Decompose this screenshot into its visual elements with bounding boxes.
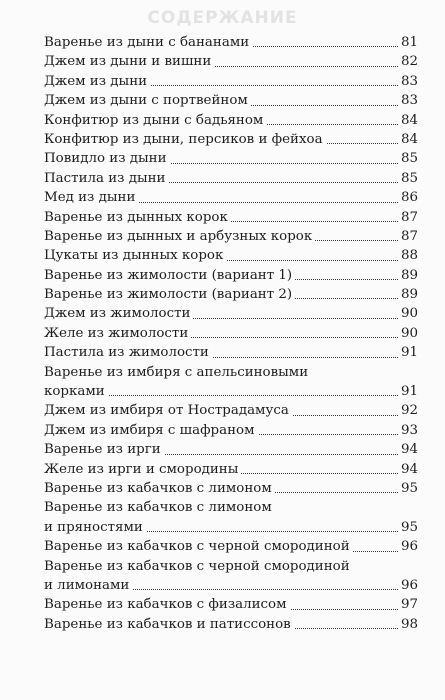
toc-entry (44, 382, 418, 401)
toc-page-number: 86 (399, 188, 418, 207)
toc-entry (44, 304, 418, 323)
toc-entry (44, 440, 418, 459)
toc-entry (44, 52, 418, 71)
toc-entry-title: Варенье из кабачков с лимоном (44, 500, 275, 515)
toc-entry-title: Джем из дыни (44, 74, 150, 89)
toc-entry (44, 188, 418, 207)
toc-entry (44, 421, 418, 440)
toc-page-number: 88 (399, 246, 418, 265)
toc-entry-title: Варенье из жимолости (вариант 1) (44, 268, 295, 283)
toc-entry-title: Варенье из жимолости (вариант 2) (44, 287, 295, 302)
toc-entry (44, 595, 418, 614)
toc-entry-title: Варенье из кабачков и патиссонов (44, 617, 294, 632)
toc-page-number: 90 (399, 304, 418, 323)
toc-entry-line (44, 363, 418, 382)
toc-page-number: 96 (399, 576, 418, 595)
toc-entry-title: Варенье из кабачков с черной смородиной (44, 559, 353, 574)
toc-page-number: 95 (399, 479, 418, 498)
toc-entry-title: Варенье из имбиря с апельсиновыми (44, 365, 311, 380)
toc-page-number: 97 (399, 595, 418, 614)
toc-entry-title: Желе из ирги и смородины (44, 462, 241, 477)
toc-page-number: 81 (399, 33, 418, 52)
toc-entry-line (44, 557, 418, 576)
toc-entry-title: Цукаты из дынных корок (44, 248, 226, 263)
toc-entry (44, 460, 418, 479)
toc-page-number: 90 (399, 324, 418, 343)
toc-entry-title: Конфитюр из дыни с бадьяном (44, 113, 266, 128)
toc-entry-title: Желе из жимолости (44, 326, 191, 341)
toc-entry (44, 169, 418, 188)
toc-entry (44, 343, 418, 362)
toc-entry-title: Варенье из кабачков с черной смородиной (44, 539, 353, 554)
toc-entry-title: Джем из дыни и вишни (44, 54, 214, 69)
toc-page-number: 91 (399, 382, 418, 401)
toc-entry (44, 285, 418, 304)
toc-page-number: 89 (399, 285, 418, 304)
toc-entry (44, 246, 418, 265)
toc-entry-title: Варенье из кабачков с физалисом (44, 597, 290, 612)
toc-page-number: 82 (399, 52, 418, 71)
toc-page-number: 95 (399, 518, 418, 537)
toc-entry-title: Варенье из дынных корок (44, 210, 231, 225)
toc-entry (44, 537, 418, 556)
toc-entry-title: Варенье из ирги (44, 442, 164, 457)
toc-entry-title: Пастила из жимолости (44, 345, 212, 360)
toc-page-number: 93 (399, 421, 418, 440)
toc-entry (44, 401, 418, 420)
toc-entry (44, 479, 418, 498)
toc-entry (44, 266, 418, 285)
toc-page-number: 96 (399, 537, 418, 556)
toc-page-number: 94 (399, 440, 418, 459)
toc-page-number: 83 (399, 91, 418, 110)
toc-entry-title: Пастила из дыни (44, 171, 168, 186)
toc-entry-title-continuation: и лимонами (44, 578, 132, 593)
toc-entry (44, 149, 418, 168)
toc-entry-title: Джем из дыни с портвейном (44, 93, 251, 108)
toc-entry-title: Джем из имбиря с шафраном (44, 423, 258, 438)
toc-page-number: 85 (399, 169, 418, 188)
toc-entry-title-continuation: корками (44, 384, 108, 399)
toc-entry (44, 130, 418, 149)
toc-page-number: 87 (399, 227, 418, 246)
toc-entry-title: Конфитюр из дыни, персиков и фейхоа (44, 132, 326, 147)
toc-entry (44, 111, 418, 130)
toc-entry-title: Варенье из кабачков с лимоном (44, 481, 275, 496)
toc-entry-title-continuation: и пряностями (44, 520, 146, 535)
toc-page-number: 91 (399, 343, 418, 362)
toc-entry (44, 72, 418, 91)
toc-page-number: 83 (399, 72, 418, 91)
toc-entry (44, 91, 418, 110)
toc-entry (44, 208, 418, 227)
toc-entry (44, 615, 418, 634)
toc-page-number: 85 (399, 149, 418, 168)
toc-page-number: 84 (399, 130, 418, 149)
toc-page-number: 84 (399, 111, 418, 130)
toc-page-number: 94 (399, 460, 418, 479)
toc-entry-title: Мед из дыни (44, 190, 138, 205)
bleed-through-heading: СОДЕРЖАНИЕ (147, 8, 298, 28)
toc-page-number: 89 (399, 266, 418, 285)
toc-entry-title: Джем из жимолости (44, 306, 193, 321)
toc-entry (44, 227, 418, 246)
toc-entry-title: Варенье из дынных и арбузных корок (44, 229, 315, 244)
toc-entry-title: Джем из имбиря от Нострадамуса (44, 403, 292, 418)
toc-entry-title: Повидло из дыни (44, 151, 170, 166)
toc-page-number: 98 (399, 615, 418, 634)
toc-entry (44, 33, 418, 52)
toc-entry (44, 324, 418, 343)
toc-entry-line (44, 498, 418, 517)
toc-entry-title: Варенье из дыни с бананами (44, 35, 252, 50)
table-of-contents (44, 33, 418, 634)
toc-entry (44, 518, 418, 537)
toc-page-number: 92 (399, 401, 418, 420)
toc-entry (44, 576, 418, 595)
toc-page-number: 87 (399, 208, 418, 227)
